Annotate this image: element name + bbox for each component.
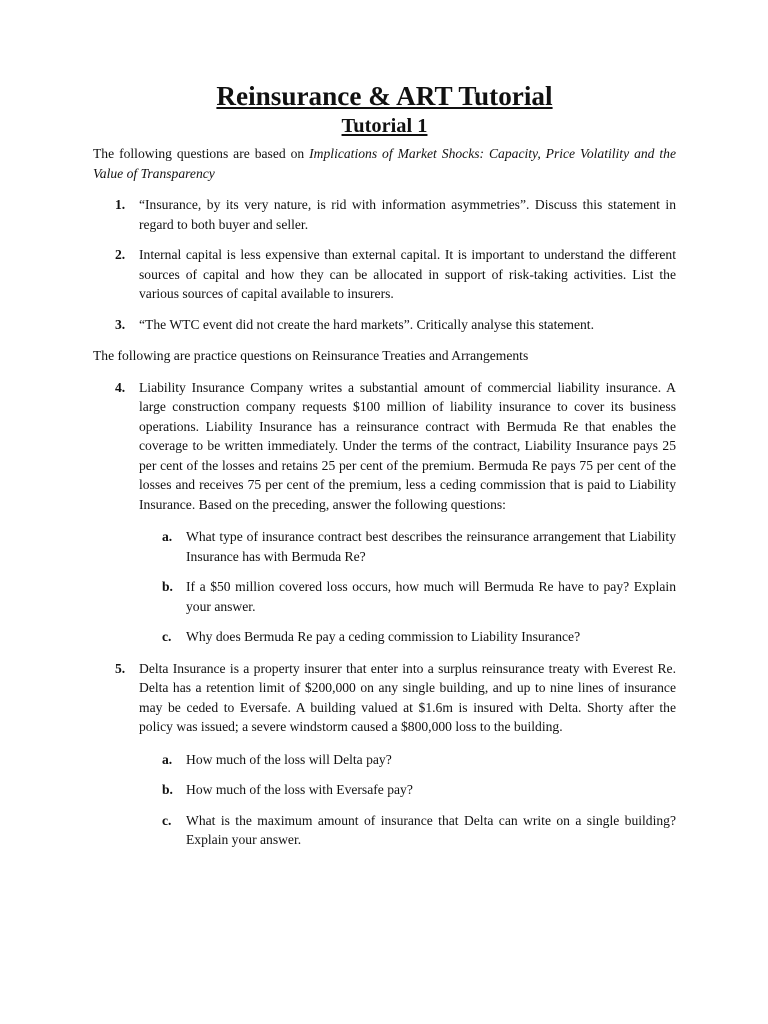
- sub-question-item: [139, 780, 676, 800]
- question-number: 5.: [115, 660, 126, 676]
- sub-question-item: [139, 811, 676, 850]
- sub-question-item: [139, 577, 676, 616]
- sub-question-item: [139, 627, 676, 647]
- sub-question-letter: c.: [162, 629, 172, 644]
- question-item-3: [93, 315, 676, 335]
- question-text: “Insurance, by its very nature, is rid with information asymmetries”. Discuss this statement in regard to both buyer and seller.: [139, 197, 676, 232]
- document-title: Reinsurance & ART Tutorial: [216, 81, 553, 111]
- question-item-1: [93, 195, 676, 234]
- sub-question-letter: a.: [162, 751, 173, 767]
- section-intro: The following are practice questions on Reinsurance Treaties and Arrangements: [93, 348, 529, 363]
- question-list-a: [93, 195, 676, 334]
- question-item-2: [93, 245, 676, 304]
- sub-question-text: How much of the loss will Delta pay?: [186, 751, 392, 767]
- sub-question-text: How much of the loss with Eversafe pay?: [186, 782, 413, 797]
- sub-question-letter: b.: [162, 579, 173, 594]
- question-number: 3.: [115, 316, 126, 332]
- question-item-5: [93, 659, 676, 850]
- question-text: Internal capital is less expensive than external capital. It is important to understand the different sources of capital and how they can be allocated in support of risk-taking activities. List the various sources of capital available to insurers.: [139, 247, 676, 301]
- question-text: Liability Insurance Company writes a substantial amount of commercial liability insurance. A large construction company requests $100 million of liability insurance to cover its business operations. Liability Insurance has a reinsurance contract with Bermuda Re that enables the coverage to be written immediately. Under the terms of the contract, Liability Insurance pays 25 per cent of the losses and retains 25 per cent of the premium. Bermuda Re pays 75 per cent of the losses and receives 75 per cent of the premium, less a ceding commission that is paid to Liability Insurance. Based on the preceding, answer the following questions:: [139, 379, 676, 512]
- question-number: 4.: [115, 379, 126, 395]
- sub-question-list: [139, 750, 676, 850]
- question-text: “The WTC event did not create the hard markets”. Critically analyse this statement.: [139, 316, 594, 332]
- sub-question-text: If a $50 million covered loss occurs, how much will Bermuda Re have to pay? Explain your answer.: [186, 579, 676, 614]
- sub-question-letter: b.: [162, 782, 173, 797]
- question-list-b: [93, 378, 676, 850]
- sub-question-text: What is the maximum amount of insurance that Delta can write on a single building? Explain your answer.: [186, 812, 676, 847]
- sub-question-letter: a.: [162, 529, 173, 544]
- sub-question-text: Why does Bermuda Re pay a ceding commission to Liability Insurance?: [186, 629, 581, 644]
- document-subtitle: Tutorial 1: [341, 115, 428, 137]
- question-number: 2.: [115, 247, 126, 262]
- intro-source-title: Implications of Market Shocks: Capacity, Price Volatility and the Value of Transparency: [93, 146, 677, 181]
- question-item-4: [93, 378, 676, 647]
- intro-prefix: The following questions are based on: [93, 146, 310, 161]
- sub-question-letter: c.: [162, 812, 172, 828]
- sub-question-list: [139, 527, 676, 647]
- question-text: Delta Insurance is a property insurer that enter into a surplus reinsurance treaty with Everest Re. Delta has a retention limit of $200,000 on any single building, and up to nine lines of insurance may be ceded to Eversafe. A building valued at $1.6m is insured with Delta. Shorty after the policy was issued; a severe windstorm caused a $800,000 loss to the building.: [139, 660, 676, 734]
- sub-question-text: What type of insurance contract best describes the reinsurance arrangement that Liability Insurance has with Bermuda Re?: [186, 529, 676, 564]
- question-number: 1.: [115, 197, 126, 212]
- sub-question-item: [139, 527, 676, 566]
- sub-question-item: [139, 750, 676, 770]
- intro-paragraph: [93, 144, 676, 183]
